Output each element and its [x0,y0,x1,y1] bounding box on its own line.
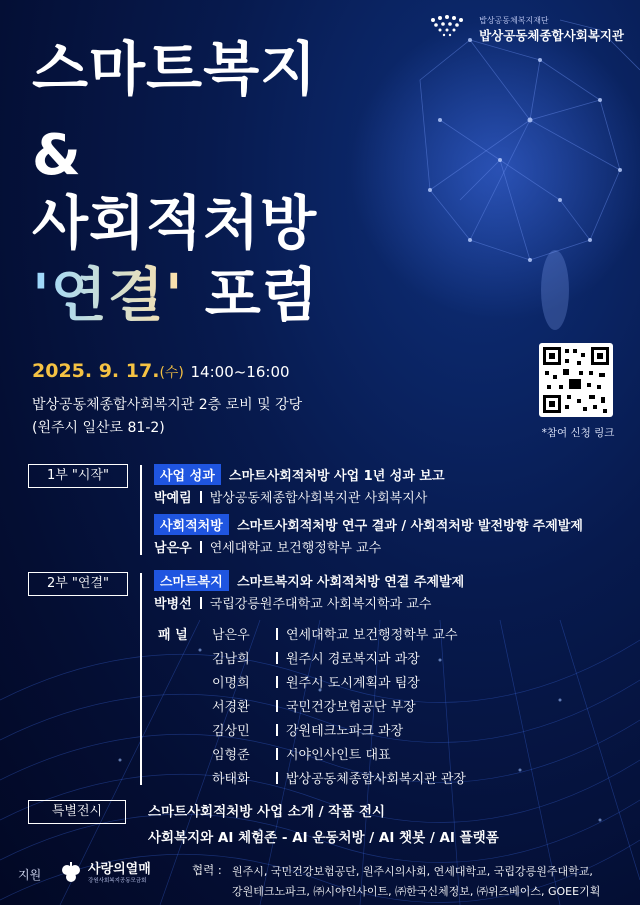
event-time: 14:00~16:00 [190,363,290,381]
weekday: (수) [159,365,184,381]
separator [276,700,278,712]
title-suffix: 포럼 [204,261,319,329]
part2-session1-title [154,570,464,591]
part1-session1-speaker [154,487,427,506]
special-exhibit-line-1: 스마트사회적처방 사업 소개 / 작품 전시 [148,804,386,820]
panel-member-affiliation: 밥상공동체종합사회복지관 관장 [268,768,466,787]
panel-member-affiliation: 국민건강보험공단 부장 [268,696,416,715]
separator [276,772,278,784]
special-exhibit-label: 특별전시 [28,800,126,824]
separator [200,541,202,553]
center-name: 밥상공동체종합사회복지관 [479,27,624,43]
support-label: 지원 [18,868,42,882]
session-tag: 사업 성과 [154,464,221,485]
panel-member-affiliation: 연세대학교 보건행정학부 교수 [268,624,458,643]
title-line-1: 스마트복지 [32,35,318,103]
panel-member-name: 김남희 [212,652,250,667]
separator [200,491,202,503]
qr-caption: *참여 신청 링크 [541,427,615,439]
session-tag: 스마트복지 [154,570,229,591]
part1-label: 1부 "시작" [28,464,128,488]
panel-member-name: 김상민 [212,724,250,739]
speaker-name: 남은우 [154,541,192,556]
panel-member-affiliation: 원주시 경로복지과 과장 [268,648,420,667]
part1-session2-speaker [154,537,381,556]
speaker-affiliation: 국립강릉원주대학교 사회복지학과 교수 [209,597,432,612]
separator [276,676,278,688]
speaker-affiliation: 연세대학교 보건행정학부 교수 [209,541,382,556]
panel-member-name: 남은우 [212,628,250,643]
venue [32,394,302,440]
special-exhibit-line-2: 사회복지와 AI 체험존 - AI 운동처방 / AI 챗봇 / AI 플랫폼 [148,830,499,846]
title-line-4 [32,262,319,328]
cooperation-line-1: 원주시, 국민건강보험공단, 원주시의사회, 연세대학교, 국립강릉원주대학교, [232,865,593,878]
part2-label: 2부 "연결" [28,572,128,596]
separator [276,724,278,736]
venue-name: 밥상공동체종합사회복지관 2층 로비 및 강당 [32,397,303,413]
panel-member-name: 이명희 [212,676,250,691]
speaker-name: 박예림 [154,491,192,506]
organization-logo [425,12,624,46]
event-date [32,360,290,382]
separator [276,628,278,640]
panel-label: 패 널 [158,628,188,643]
panel-member-name: 하태화 [212,772,250,787]
foundation-dots-icon [425,12,471,46]
part1-line [140,465,142,555]
sponsor-name: 사랑의열매 [88,861,151,877]
session-topic: 스마트사회적처방 연구 결과 / 사회적처방 발전방향 주제발제 [237,519,583,534]
panel-member-name: 서경환 [212,700,250,715]
title-line-2: & [32,123,82,188]
foundation-name: 밥상공동체복지재단 [479,15,549,25]
session-topic: 스마트복지와 사회적처방 연결 주제발제 [237,575,465,590]
title-highlight: '연결' [32,261,184,329]
cooperation-label: 협력 : [192,863,222,877]
part2-session1-speaker [154,593,431,612]
title-line-3: 사회적처방 [32,189,318,257]
part1-session1-title [154,464,445,485]
panel-member-name: 임형준 [212,748,250,763]
separator [200,597,202,609]
cooperation-line-2: 강원테크노파크, ㈜시야인사이트, ㈜한국신체정보, ㈜위즈베이스, GOEE기획 [232,885,601,898]
part1-session2-title [154,514,583,535]
venue-address: (원주시 일산로 81-2) [32,420,165,436]
sponsor-sub: 강원사회복지공동모금회 [88,877,147,884]
date-text: 2025. 9. 17. [32,360,160,382]
panel-member-affiliation: 강원테크노파크 과장 [268,720,403,739]
part2-line [140,573,142,785]
session-topic: 스마트사회적처방 사업 1년 성과 보고 [229,469,445,484]
session-tag: 사회적처방 [154,514,229,535]
sponsor-logo [58,856,188,890]
speaker-affiliation: 밥상공동체종합사회복지관 사회복지사 [209,491,428,506]
qr-code[interactable] [539,343,613,417]
cooperation-list [232,862,632,902]
fruit-icon [58,860,84,886]
speaker-name: 박병선 [154,597,192,612]
panel-member-affiliation: 시야인사인트 대표 [268,744,391,763]
separator [276,748,278,760]
separator [276,652,278,664]
panel-member-affiliation: 원주시 도시계획과 팀장 [268,672,420,691]
